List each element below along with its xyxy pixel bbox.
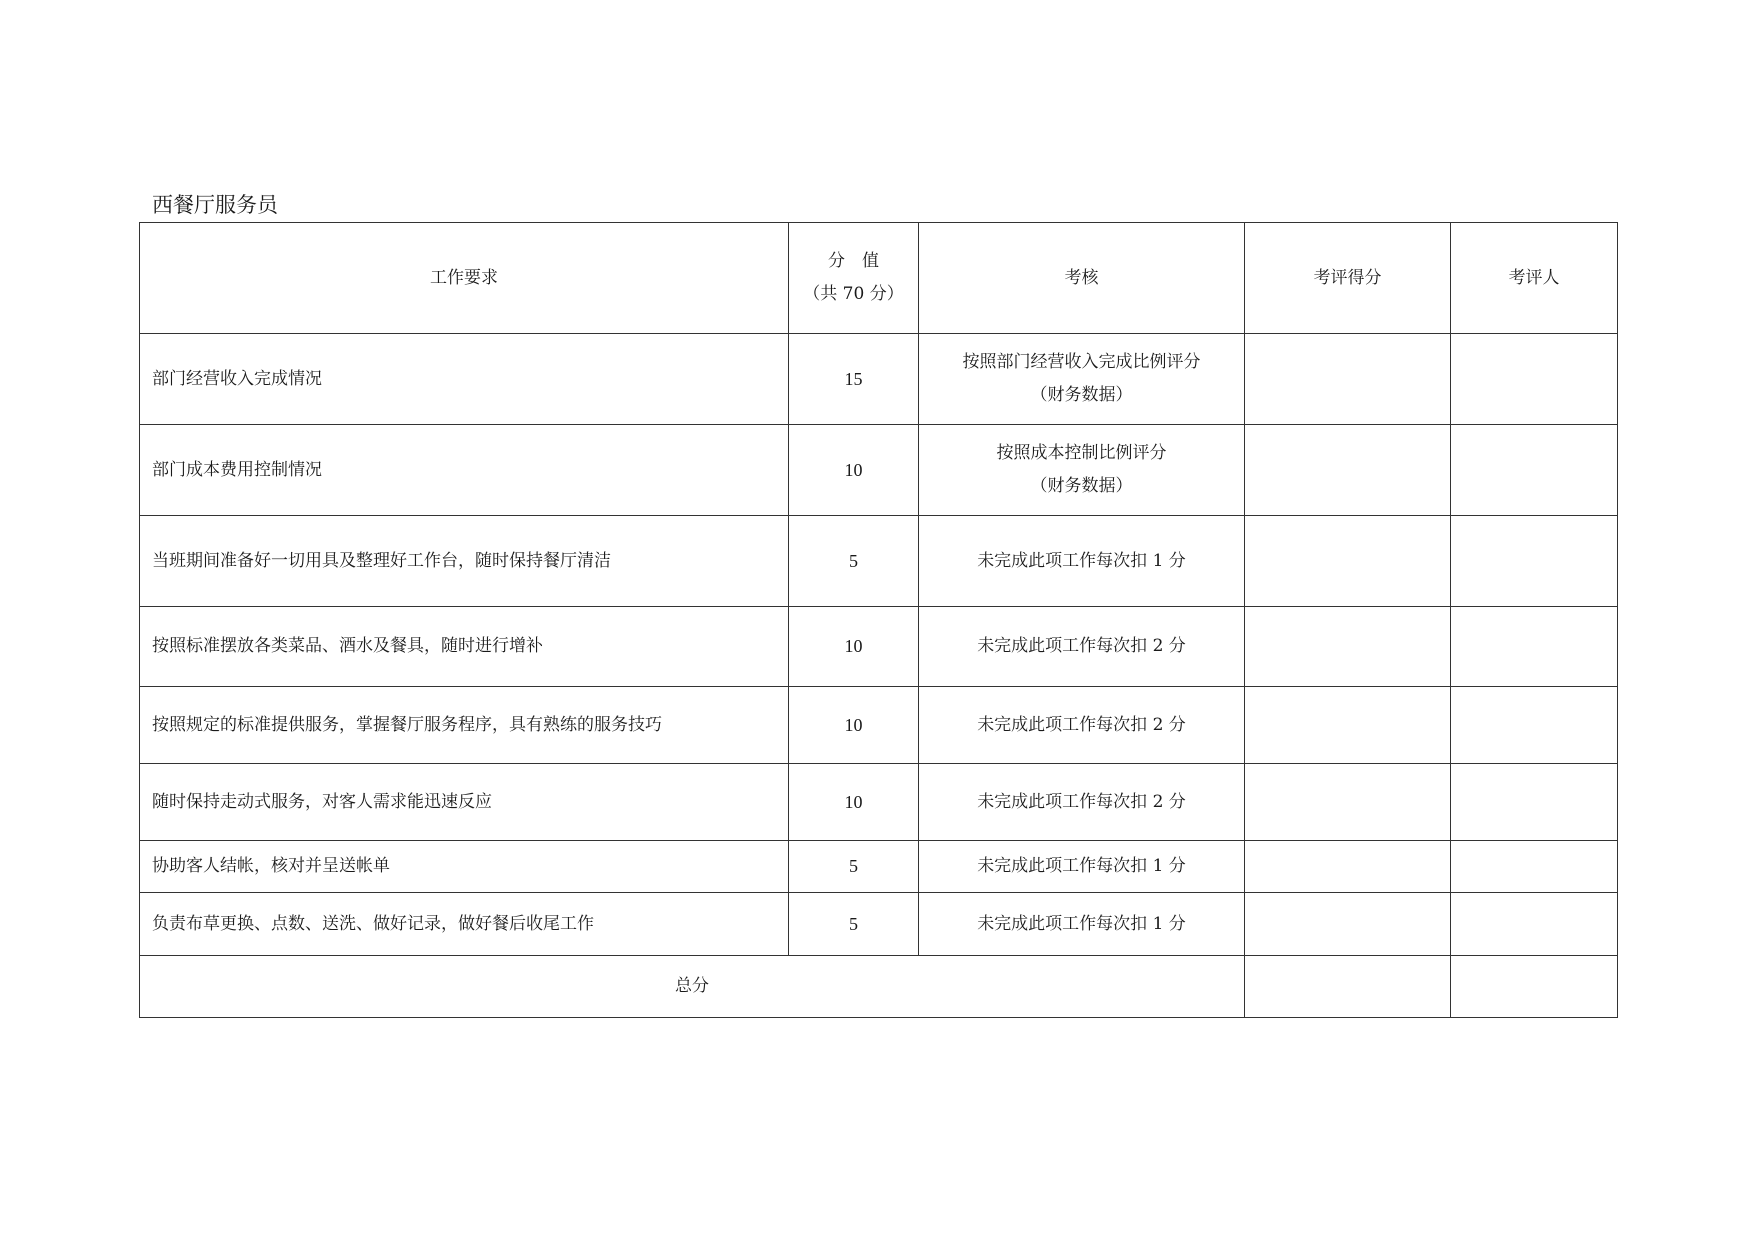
header-eval-score: 考评得分 — [1245, 223, 1451, 334]
requirement-cell: 部门经营收入完成情况 — [140, 334, 789, 425]
score-cell: 5 — [789, 841, 919, 893]
header-assessment: 考核 — [919, 223, 1245, 334]
evaluation-table — [139, 222, 1618, 1018]
score-cell: 10 — [789, 687, 919, 764]
eval-score-cell[interactable] — [1245, 425, 1451, 516]
assessment-cell — [919, 425, 1245, 516]
evaluator-cell[interactable] — [1451, 893, 1618, 956]
table-row — [140, 516, 1618, 607]
header-requirement: 工作要求 — [140, 223, 789, 334]
table-row — [140, 841, 1618, 893]
assessment-rule: 按照成本控制比例评分 — [996, 443, 1167, 463]
requirement-cell: 部门成本费用控制情况 — [140, 425, 789, 516]
evaluator-cell[interactable] — [1451, 425, 1618, 516]
assessment-cell: 未完成此项工作每次扣 2 分 — [919, 687, 1245, 764]
score-cell: 10 — [789, 425, 919, 516]
eval-score-cell[interactable] — [1245, 687, 1451, 764]
assessment-cell: 未完成此项工作每次扣 2 分 — [919, 607, 1245, 687]
assessment-note: （财务数据） — [1030, 385, 1133, 405]
table-row — [140, 687, 1618, 764]
evaluator-cell[interactable] — [1451, 516, 1618, 607]
requirement-cell: 负责布草更换、点数、送洗、做好记录，做好餐后收尾工作 — [140, 893, 789, 956]
header-score — [789, 223, 919, 334]
score-cell: 5 — [789, 516, 919, 607]
requirement-cell: 随时保持走动式服务，对客人需求能迅速反应 — [140, 764, 789, 841]
assessment-cell: 未完成此项工作每次扣 1 分 — [919, 516, 1245, 607]
requirement-cell: 按照标准摆放各类菜品、酒水及餐具，随时进行增补 — [140, 607, 789, 687]
total-evaluator-cell[interactable] — [1451, 956, 1618, 1018]
total-label: 总分 — [140, 956, 1245, 1018]
table-row — [140, 893, 1618, 956]
table-header-row — [140, 223, 1618, 334]
evaluator-cell[interactable] — [1451, 607, 1618, 687]
header-evaluator: 考评人 — [1451, 223, 1618, 334]
table-row — [140, 334, 1618, 425]
score-cell: 10 — [789, 764, 919, 841]
score-cell: 5 — [789, 893, 919, 956]
assessment-cell: 未完成此项工作每次扣 1 分 — [919, 893, 1245, 956]
requirement-cell: 按照规定的标准提供服务，掌握餐厅服务程序，具有熟练的服务技巧 — [140, 687, 789, 764]
score-cell: 10 — [789, 607, 919, 687]
table-row — [140, 764, 1618, 841]
evaluator-cell[interactable] — [1451, 764, 1618, 841]
assessment-cell: 未完成此项工作每次扣 2 分 — [919, 764, 1245, 841]
score-cell: 15 — [789, 334, 919, 425]
table-row — [140, 607, 1618, 687]
assessment-cell: 未完成此项工作每次扣 1 分 — [919, 841, 1245, 893]
total-score-cell[interactable] — [1245, 956, 1451, 1018]
header-score-total: （共 70 分） — [803, 284, 904, 304]
evaluator-cell[interactable] — [1451, 841, 1618, 893]
eval-score-cell[interactable] — [1245, 607, 1451, 687]
total-row — [140, 956, 1618, 1018]
requirement-cell: 当班期间准备好一切用具及整理好工作台，随时保持餐厅清洁 — [140, 516, 789, 607]
eval-score-cell[interactable] — [1245, 334, 1451, 425]
table-row — [140, 425, 1618, 516]
eval-score-cell[interactable] — [1245, 841, 1451, 893]
eval-score-cell[interactable] — [1245, 764, 1451, 841]
eval-score-cell[interactable] — [1245, 516, 1451, 607]
assessment-note: （财务数据） — [1030, 476, 1133, 496]
evaluator-cell[interactable] — [1451, 687, 1618, 764]
header-score-label: 分 值 — [828, 251, 879, 271]
document-title: 西餐厅服务员 — [152, 193, 278, 217]
evaluator-cell[interactable] — [1451, 334, 1618, 425]
assessment-cell — [919, 334, 1245, 425]
eval-score-cell[interactable] — [1245, 893, 1451, 956]
requirement-cell: 协助客人结帐，核对并呈送帐单 — [140, 841, 789, 893]
assessment-rule: 按照部门经营收入完成比例评分 — [962, 352, 1201, 372]
